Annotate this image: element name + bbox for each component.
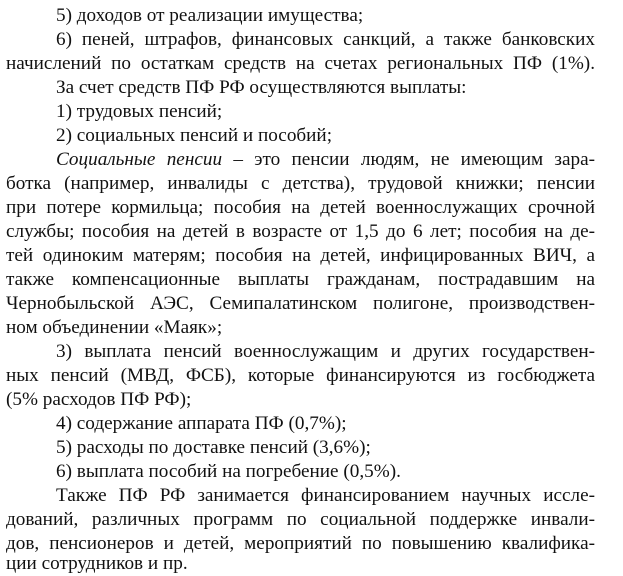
text-line: дований, различных программ по социальной поддержке инвали- — [6, 509, 595, 530]
italic-term: Социальные пенсии — [56, 149, 223, 170]
text-line: 6) пеней, штрафов, финансовых санкций, а также банковских — [56, 29, 595, 50]
text-line: 5) доходов от реализации имущества; — [56, 5, 364, 26]
text-line: 5) расходы по доставке пенсий (3,6%); — [56, 437, 371, 458]
text-line: тей одиноким матерям; пособия на детей, инфицированных ВИЧ, а — [6, 245, 595, 266]
text-line: 3) выплата пенсий военнослужащим и других государствен- — [56, 341, 595, 362]
text-line: 6) выплата пособий на погребение (0,5%). — [56, 461, 401, 482]
text-line: при потере кормильца; пособия на детей военнослужащих срочной — [6, 197, 595, 218]
text-line: ции сотрудников и пр. — [6, 553, 188, 574]
text-line: За счет средств ПФ РФ осуществляются выплаты: — [56, 77, 467, 98]
text-line: также компенсационные выплаты гражданам, пострадавшим на — [6, 269, 595, 290]
text-line: ботка (например, инвалиды с детства), трудовой книжки; пенсии — [6, 173, 595, 194]
text-line: Также ПФ РФ занимается финансированием научных иссле- — [56, 485, 595, 506]
text-line: Чернобыльской АЭС, Семипалатинском полигоне, производствен- — [6, 293, 595, 314]
text-line: 4) содержание аппарата ПФ (0,7%); — [56, 413, 347, 434]
text-line: 1) трудовых пенсий; — [56, 101, 223, 122]
text-line: начислений по остаткам средств на счетах региональных ПФ (1%). — [6, 53, 595, 74]
text-line: ном объединении «Маяк»; — [6, 317, 223, 338]
text-line: службы; пособия на детей в возрасте от 1,5 до 6 лет; пособия на де- — [6, 221, 595, 242]
text-line: 2) социальных пенсий и пособий; — [56, 125, 333, 146]
text-line: ных пенсий (МВД, ФСБ), которые финансируются из госбюджета — [6, 365, 595, 386]
text-span: – это пенсии людям, не имеющим зара- — [222, 149, 596, 170]
text-line — [0, 148, 623, 171]
text-line: дов, пенсионеров и детей, мероприятий по повышению квалифика- — [6, 533, 595, 554]
text-line: (5% расходов ПФ РФ); — [6, 389, 192, 410]
